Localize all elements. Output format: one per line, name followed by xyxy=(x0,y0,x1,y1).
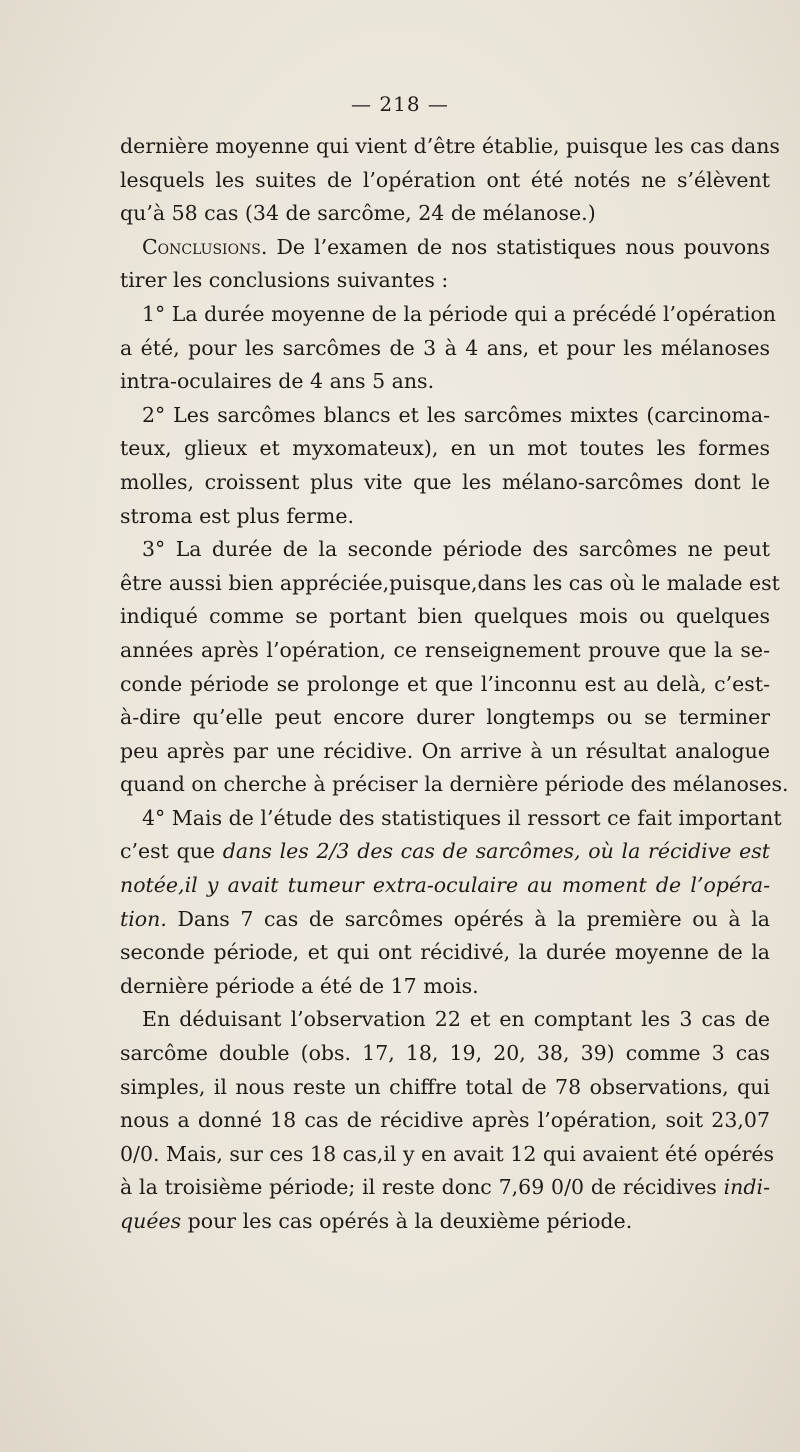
text-line: intra-oculaires de 4 ans 5 ans. xyxy=(120,369,435,394)
text-line: seconde période, et qui ont récidivé, la durée moyenne de la xyxy=(120,940,770,965)
page-number: — 218 — xyxy=(351,92,449,116)
text-line: indiqué comme se portant bien quelques mois ou quelques xyxy=(120,604,770,629)
text-line: dernière période a été de 17 mois. xyxy=(120,973,479,998)
text-line: sarcôme double (obs. 17, 18, 19, 20, 38, 39) comme 3 cas xyxy=(120,1041,770,1066)
text-line: 4° Mais de l’étude des statistiques il ressort ce fait important xyxy=(142,805,782,830)
text-line: 3° La durée de la seconde période des sarcômes ne peut xyxy=(142,537,770,562)
text-line: tirer les conclusions suivantes : xyxy=(120,268,449,293)
text-line: simples, il nous reste un chiffre total de 78 observations, qui xyxy=(120,1074,770,1099)
text-line: années après l’opération, ce renseignement prouve que la se- xyxy=(120,637,770,662)
text-line: En déduisant l’observation 22 et en comptant les 3 cas de xyxy=(142,1007,770,1032)
text-line: c’est que dans les 2/3 des cas de sarcômes, où la récidive est xyxy=(120,839,770,864)
text-line: nous a donné 18 cas de récidive après l’opération, soit 23,07 xyxy=(120,1108,770,1133)
text-line: teux, glieux et myxomateux), en un mot toutes les formes xyxy=(120,436,770,461)
text-line: lesquels les suites de l’opération ont été notés ne s’élèvent xyxy=(120,167,770,192)
text-line: stroma est plus ferme. xyxy=(120,503,355,528)
text-line: à la troisième période; il reste donc 7,69 0/0 de récidives indi- xyxy=(120,1175,770,1200)
text-line: notée,il y avait tumeur extra-oculaire au moment de l’opéra- xyxy=(120,873,770,898)
text-line: quées pour les cas opérés à la deuxième période. xyxy=(120,1209,633,1233)
text-line: a été, pour les sarcômes de 3 à 4 ans, et pour les mélanoses xyxy=(120,335,770,360)
text-line: conde période se prolonge et que l’inconnu est au delà, c’est- xyxy=(120,671,770,696)
text-line: Conclusions. De l’examen de nos statistiques nous pouvons xyxy=(142,234,770,259)
section-heading: Conclusions. xyxy=(142,234,268,259)
text-line: quand on cherche à préciser la dernière période des mélanoses. xyxy=(120,772,789,797)
text-line: 1° La durée moyenne de la période qui a précédé l’opération xyxy=(142,301,777,326)
text-line: 0/0. Mais, sur ces 18 cas,il y en avait 12 qui avaient été opérés xyxy=(120,1141,775,1166)
text-line: molles, croissent plus vite que les mélano-sarcômes dont le xyxy=(120,469,770,494)
text-line: 2° Les sarcômes blancs et les sarcômes mixtes (carcinoma- xyxy=(142,402,770,427)
text-line: à-dire qu’elle peut encore durer longtemps ou se terminer xyxy=(120,705,770,730)
text-line: dernière moyenne qui vient d’être établie, puisque les cas dans xyxy=(120,134,780,158)
body-text xyxy=(120,130,789,1239)
text-line: peu après par une récidive. On arrive à un résultat analogue xyxy=(120,738,770,763)
text-line: être aussi bien appréciée,puisque,dans les cas où le malade est xyxy=(120,570,780,595)
text-line: qu’à 58 cas (34 de sarcôme, 24 de mélanose.) xyxy=(120,201,596,226)
text-line: tion. Dans 7 cas de sarcômes opérés à la première ou à la xyxy=(120,906,770,931)
